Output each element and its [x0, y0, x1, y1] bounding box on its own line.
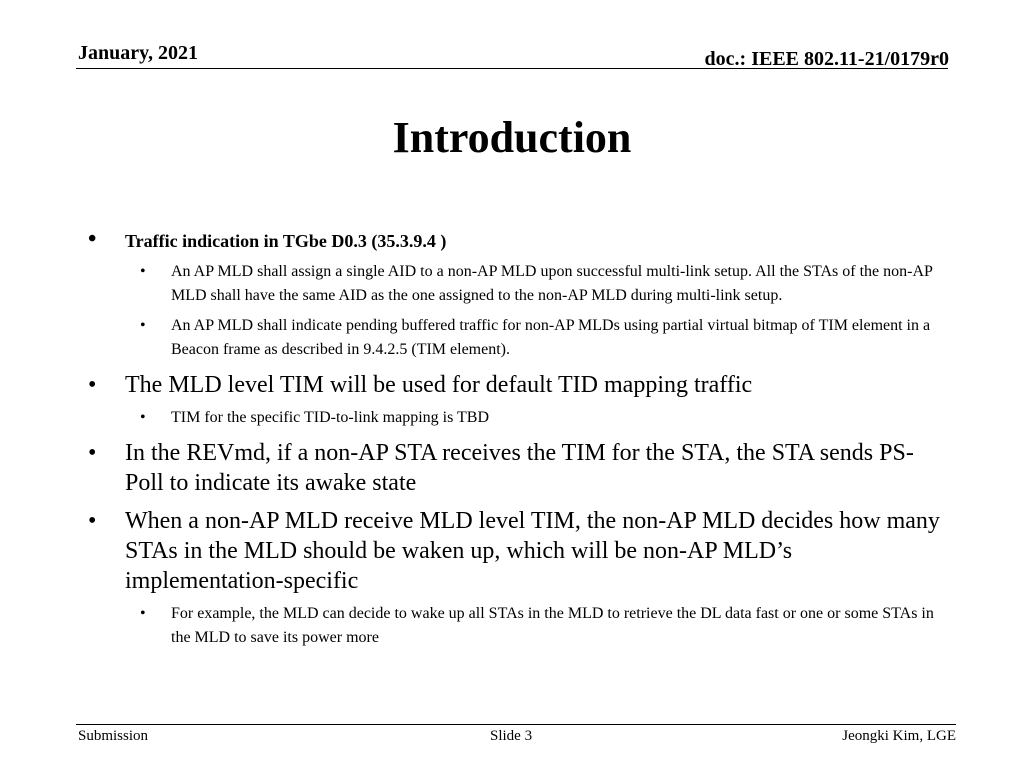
- sub-bullet-example: [0, 602, 1024, 650]
- slide-title: Introduction: [392, 113, 632, 162]
- sub-bullet-text: An AP MLD shall assign a single AID to a non-AP MLD upon successful multi-link setup. All the STAs of the non-AP MLD shall have the same AID as the one assigned to the non-AP MLD during multi-link setup.: [171, 263, 933, 304]
- sub-bullet-text: TIM for the specific TID-to-link mapping is TBD: [171, 409, 490, 426]
- bullet-dot-icon: •: [140, 317, 146, 334]
- bullet-revmd-ps-poll: [0, 438, 1024, 498]
- bullet-dot-icon: •: [88, 372, 97, 398]
- sub-bullet-tid-to-link: [0, 406, 1024, 430]
- bullet-dot-icon: •: [88, 508, 97, 534]
- bullet-text: In the REVmd, if a non-AP STA receives the TIM for the STA, the STA sends PS-Poll to indicate its awake state: [125, 440, 914, 496]
- footer-divider: [76, 724, 956, 725]
- bullet-dot-icon: •: [88, 226, 97, 252]
- footer-submission: Submission: [78, 728, 149, 744]
- footer-slide-number: Slide 3: [490, 728, 533, 744]
- bullet-non-ap-mld-decision: [0, 506, 1024, 596]
- footer-author: Jeongki Kim, LGE: [842, 728, 956, 744]
- slide-body: [0, 228, 1024, 650]
- sub-bullet-aid-assignment: [0, 260, 1024, 308]
- bullet-traffic-indication: [0, 228, 1024, 254]
- bullet-dot-icon: •: [88, 440, 97, 466]
- header-date: January, 2021: [78, 42, 199, 64]
- bullet-text: Traffic indication in TGbe D0.3 (35.3.9.4 ): [125, 231, 447, 251]
- bullet-text: When a non-AP MLD receive MLD level TIM, the non-AP MLD decides how many STAs in the MLD should be waken up, which will be non-AP MLD’s implementation-specific: [125, 508, 940, 594]
- header-doc-id: doc.: IEEE 802.11-21/0179r0: [704, 48, 949, 70]
- sub-bullet-text: For example, the MLD can decide to wake up all STAs in the MLD to retrieve the DL data fast or one or some STAs in the MLD to save its power more: [171, 605, 934, 646]
- bullet-dot-icon: •: [140, 263, 146, 280]
- sub-bullet-pending-traffic: [0, 314, 1024, 362]
- header-divider: [76, 68, 948, 69]
- sub-bullet-text: An AP MLD shall indicate pending buffered traffic for non-AP MLDs using partial virtual bitmap of TIM element in a Beacon frame as described in 9.4.2.5 (TIM element).: [171, 317, 931, 358]
- bullet-mld-level-tim: [0, 370, 1024, 400]
- bullet-dot-icon: •: [140, 605, 146, 622]
- bullet-dot-icon: •: [140, 409, 146, 426]
- bullet-text: The MLD level TIM will be used for default TID mapping traffic: [125, 372, 753, 398]
